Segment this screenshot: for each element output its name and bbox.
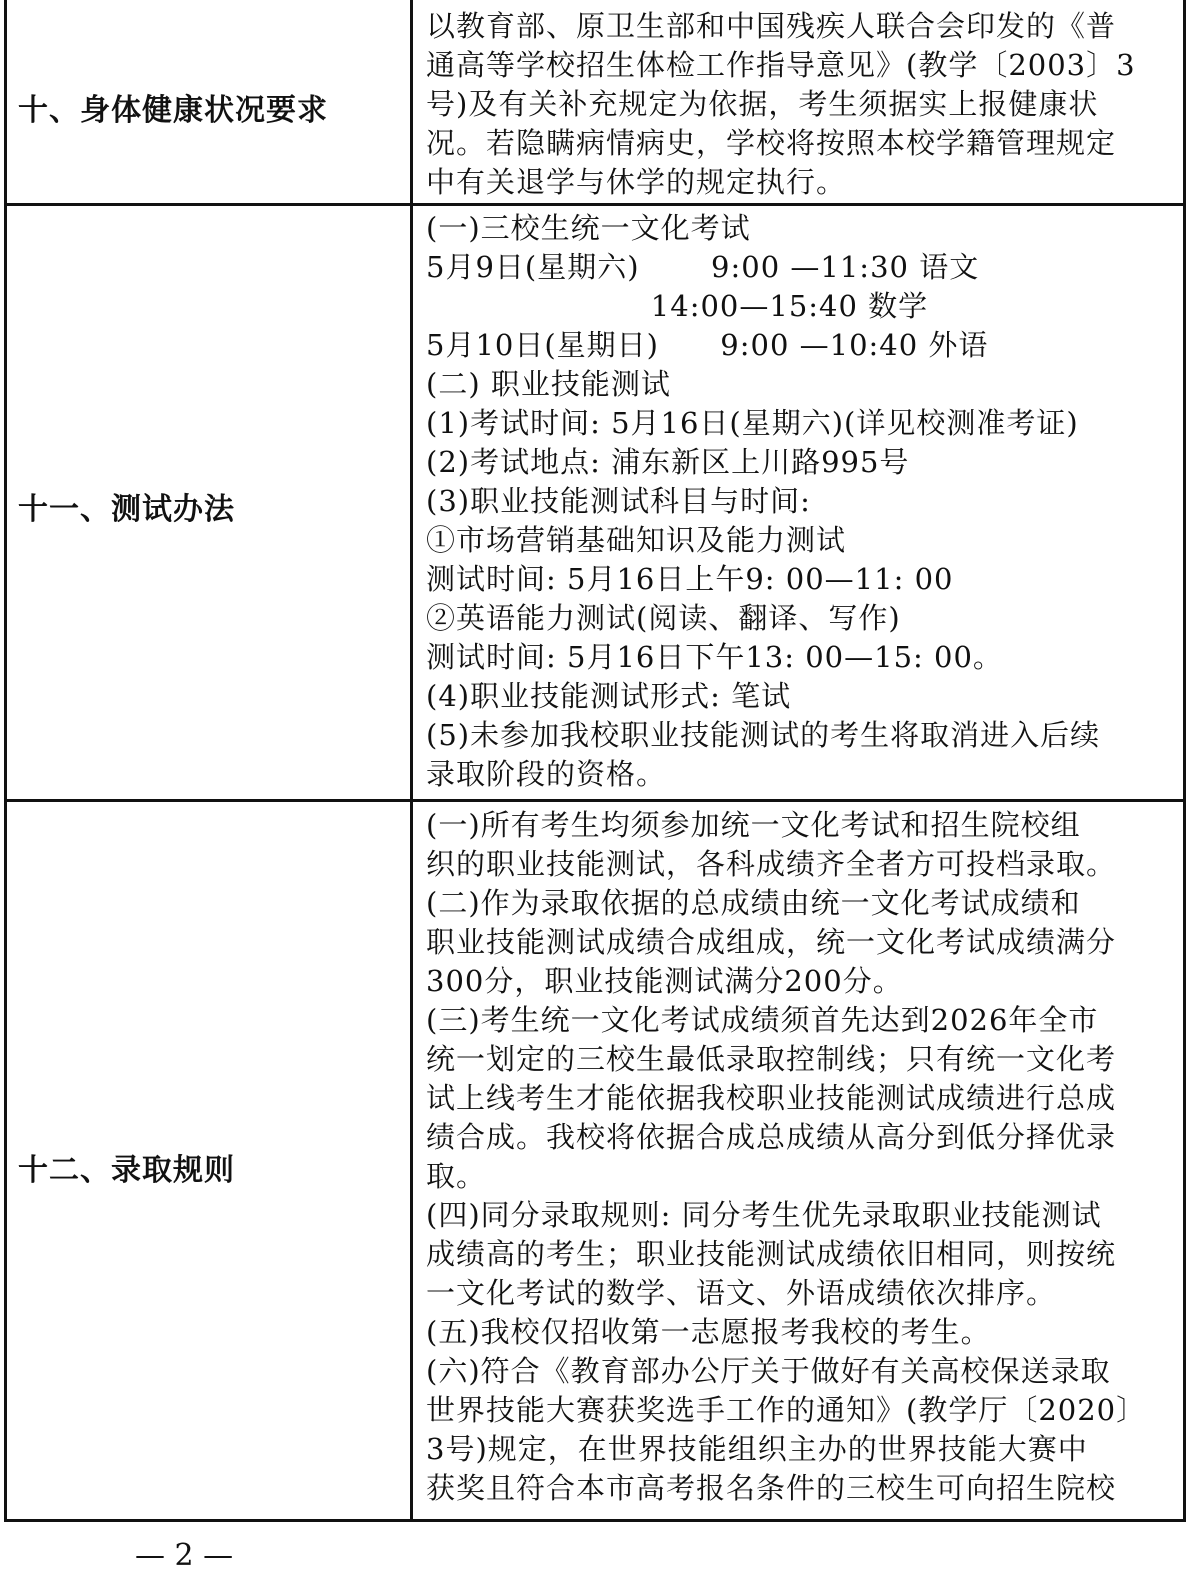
text-line: (二) 职业技能测试 xyxy=(426,367,671,401)
text-line: 测试时间: 5月16日上午9: 00—11: 00 xyxy=(426,562,954,596)
text-line: 况。若隐瞒病情病史，学校将按照本校学籍管理规定 xyxy=(426,126,1117,160)
text-line: (六)符合《教育部办公厅关于做好有关高校保送录取 xyxy=(426,1354,1111,1388)
text-line: 中有关退学与休学的规定执行。 xyxy=(426,165,847,199)
text-line: 职业技能测试成绩合成组成，统一文化考试成绩满分 xyxy=(426,925,1117,959)
table-right-border xyxy=(1183,0,1186,1522)
page-number: — 2 — xyxy=(135,1538,234,1573)
text-line: (三)考生统一文化考试成绩须首先达到2026年全市 xyxy=(426,1003,1099,1037)
section-content-test-methods xyxy=(426,209,1182,794)
schedule-line: 14:00—15:40 数学 xyxy=(426,289,929,323)
text-line: 绩合成。我校将依据合成总成绩从高分到低分择优录 xyxy=(426,1120,1117,1154)
text-line: (1)考试时间: 5月16日(星期六)(详见校测准考证) xyxy=(426,406,1079,440)
text-line: 一文化考试的数学、语文、外语成绩依次排序。 xyxy=(426,1276,1057,1310)
text-line: ①市场营销基础知识及能力测试 xyxy=(426,523,847,557)
row-divider xyxy=(4,203,1186,206)
text-line: 以教育部、原卫生部和中国残疾人联合会印发的《普 xyxy=(426,9,1117,43)
table-bottom-border xyxy=(4,1519,1186,1522)
text-line: 号)及有关补充规定为依据，考生须据实上报健康状 xyxy=(426,87,1099,121)
text-line: (四)同分录取规则: 同分考生优先录取职业技能测试 xyxy=(426,1198,1102,1232)
text-line: ②英语能力测试(阅读、翻译、写作) xyxy=(426,601,901,635)
text-line: 取。 xyxy=(426,1159,487,1193)
text-line: 成绩高的考生；职业技能测试成绩依旧相同，则按统 xyxy=(426,1237,1117,1271)
text-line: 试上线考生才能依据我校职业技能测试成绩进行总成 xyxy=(426,1081,1117,1115)
text-line: 300分，职业技能测试满分200分。 xyxy=(426,964,903,998)
text-line: (4)职业技能测试形式: 笔试 xyxy=(426,679,792,713)
section-content-health-requirements xyxy=(426,7,1182,202)
text-line: 测试时间: 5月16日下午13: 00—15: 00。 xyxy=(426,640,1003,674)
text-line: 通高等学校招生体检工作指导意见》(教学〔2003〕3 xyxy=(426,48,1136,82)
schedule-line: 5月9日(星期六) 9:00 —11:30 语文 xyxy=(426,250,980,284)
text-line: 统一划定的三校生最低录取控制线；只有统一文化考 xyxy=(426,1042,1117,1076)
row-divider xyxy=(4,799,1186,802)
text-line: (2)考试地点: 浦东新区上川路995号 xyxy=(426,445,910,479)
text-line: 录取阶段的资格。 xyxy=(426,757,667,791)
schedule-line: 5月10日(星期日) 9:00 —10:40 外语 xyxy=(426,328,989,362)
column-divider xyxy=(410,0,413,1522)
text-line: 获奖且符合本市高考报名条件的三校生可向招生院校 xyxy=(426,1471,1117,1505)
text-line: (五)我校仅招收第一志愿报考我校的考生。 xyxy=(426,1315,991,1349)
section-title-health-requirements: 十、身体健康状况要求 xyxy=(18,93,328,128)
section-title-admission-rules: 十二、录取规则 xyxy=(18,1153,235,1188)
text-line: (二)作为录取依据的总成绩由统一文化考试成绩和 xyxy=(426,886,1081,920)
text-line: 世界技能大赛获奖选手工作的通知》(教学厅〔2020〕 xyxy=(426,1393,1147,1427)
text-line: 织的职业技能测试，各科成绩齐全者方可投档录取。 xyxy=(426,847,1117,881)
section-title-test-methods: 十一、测试办法 xyxy=(18,492,235,527)
text-line: (3)职业技能测试科目与时间: xyxy=(426,484,811,518)
text-line: (5)未参加我校职业技能测试的考生将取消进入后续 xyxy=(426,718,1101,752)
text-line: (一)所有考生均须参加统一文化考试和招生院校组 xyxy=(426,808,1081,842)
section-content-admission-rules xyxy=(426,806,1182,1508)
text-line: (一)三校生统一文化考试 xyxy=(426,211,751,245)
text-line: 3号)规定，在世界技能组织主办的世界技能大赛中 xyxy=(426,1432,1088,1466)
table-left-border xyxy=(4,0,7,1522)
